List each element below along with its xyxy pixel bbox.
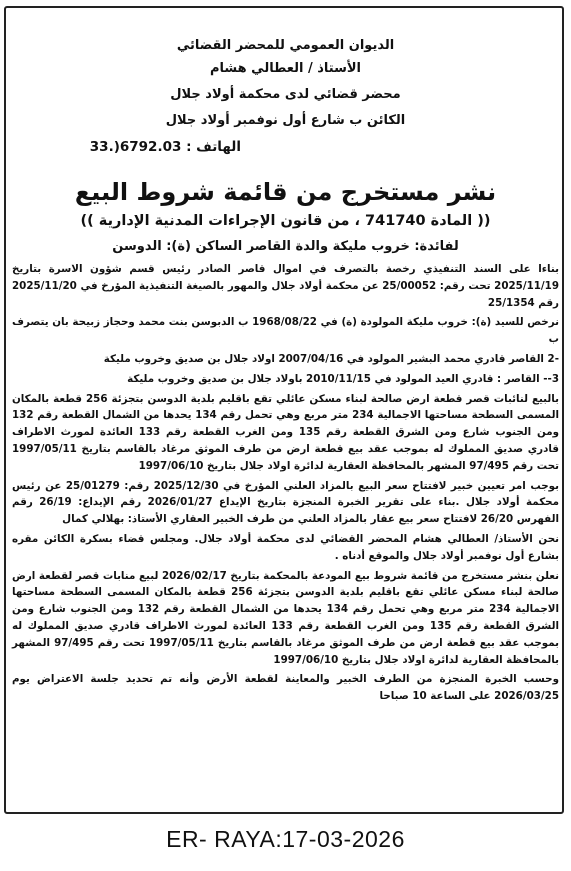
notice-subtitle: (( المادة 741740 ، من قانون الإجراءات المدنية الإدارية )) bbox=[80, 213, 491, 229]
paragraph-hearing: وحسب الخبرة المنجزة من الطرف الخبير والمعاينة لقطعة الأرض وأنه تم تحديد جلسة الاعتراض يوم 2026/03/25 على الساعة 10 صباحا bbox=[12, 673, 559, 703]
paragraph-bailiff: نحن الأستاذ/ العطالي هشام المحضر القضائي لدى محكمة أولاد جلال. ومجلس قضاء بسكرة الكائن مقره بشارع أول نوفمبر أولاد جلال والموقع أدناه . bbox=[12, 532, 559, 562]
paragraph-property: بالبيع لنائبات قصر قطعة ارض صالحة لبناء مسكن عائلي تقع باقليم بلدية الدوسن بتجزئة 256 قطعة بالمكان المسمى السطحة مساحتها الاجمالية 234 متر مربع وهي تحمل رقم 134 يحدها من الشمال القطعة رقم 132 ومن الجنوب شارع ومن الشرق القطعة رقم 135 ومن الغرب القطعة رقم 133 العائدة لمورث الاطراف قادري صديق المملوك له بموجب عقد بيع قطعة ارض من طرف الموثق مرغاد بالقاسم بتاريخ 1997/05/11 تحت رقم 97/495 المشهر بالمحافظة العقارية لدائرة اولاد جلال بتاريخ 1997/06/10 bbox=[12, 392, 560, 472]
office-address: الكائن ب شارع أول نوفمبر أولاد جلال bbox=[165, 113, 406, 128]
beneficiary-line: لفائدة: خروب مليكة والدة القاصر الساكن (ة): الدوسن bbox=[112, 239, 459, 254]
notice-title: نشر مستخرج من قائمة شروط البيع bbox=[74, 178, 497, 206]
bailiff-title: محضر قضائي لدى محكمة أولاد جلال bbox=[170, 87, 401, 102]
notice-body bbox=[12, 261, 559, 708]
phone-label: الهاتف : bbox=[186, 139, 241, 155]
office-name: الديوان العمومي للمحضر القضائي bbox=[176, 38, 395, 53]
bailiff-name: الأستاذ / العطالي هشام bbox=[209, 61, 361, 76]
paragraph-minor-2: 3-- القاصر : قادري العيد المولود في 2010/11/15 باولاد جلال بن صديق وخروب مليكة bbox=[127, 372, 559, 385]
paragraph-minor-1: -2 القاصر قادري محمد البشير المولود في 2007/04/16 اولاد جلال بن صديق وخروب مليكة bbox=[103, 352, 559, 365]
paragraph-enforcement: بناءا على السند التنفيذي رخصة بالتصرف في اموال قاصر الصادر رئيس قسم شؤون الاسرة بتاريخ 2025/11/19 تحت رقم: 25/00052 عن محكمة أولاد جلال والمهور بالصيغة التنفيذية المؤرخ في 2025/11/20 رقم 25/1354 bbox=[12, 263, 559, 309]
paragraph-announcement: نعلن بنشر مستخرج من قائمة شروط بيع المودعة بالمحكمة بتاريخ 2026/02/17 لبيع منابات قصر لقطعة ارض صالحة لبناء مسكن عائلي تقع باقليم بلدية الدوسن بتجزئة 256 قطعة بالمكان المسمى السطحة مساحتها الاجمالية 234 متر مربع وهي تحمل رقم 134 يحدها من الشمال القطعة رقم 132 ومن الجنوب شارع ومن الشرق القطعة رقم 135 ومن الغرب القطعة رقم 133 العائدة لمورث الاطراف قادري صديق المملوك له بموجب عقد بيع قطعة ارض من طرف الموثق مرغاد بالقاسم بتاريخ 1997/05/11 تحت رقم 97/495 المشهر بالمحافظة العقارية لدائرة اولاد جلال بتاريخ 1997/06/10 bbox=[12, 569, 559, 666]
paragraph-expert: بوجب امر تعيين خبير لافتتاح سعر البيع بالمزاد العلني المؤرخ في 2025/12/30 رقم: 25/01279 عن رئيس محكمة أولاد جلال .بناء على تقرير الخبرة المنجزة بتاريخ الإيداع 2026/01/27 رقم الإيداع: 26/19 رقم الفهرس 26/20 لافتتاح سعر بيع عقار بالمزاد العلني من طرف الخبير العقاري الأستاذ: بهلالي كمال bbox=[12, 479, 559, 526]
phone-value: 33.)6792.03 bbox=[89, 139, 182, 155]
phone-line bbox=[90, 139, 241, 155]
paragraph-authorization: نرخص للسيد (ة): خروب مليكة المولودة (ة) في 1968/08/22 ب الدبوسن بنت محمد وحجاز زبيحة بان يتصرف ب bbox=[12, 316, 559, 346]
publication-footer: ER- RAYA:17-03-2026 bbox=[166, 826, 405, 852]
